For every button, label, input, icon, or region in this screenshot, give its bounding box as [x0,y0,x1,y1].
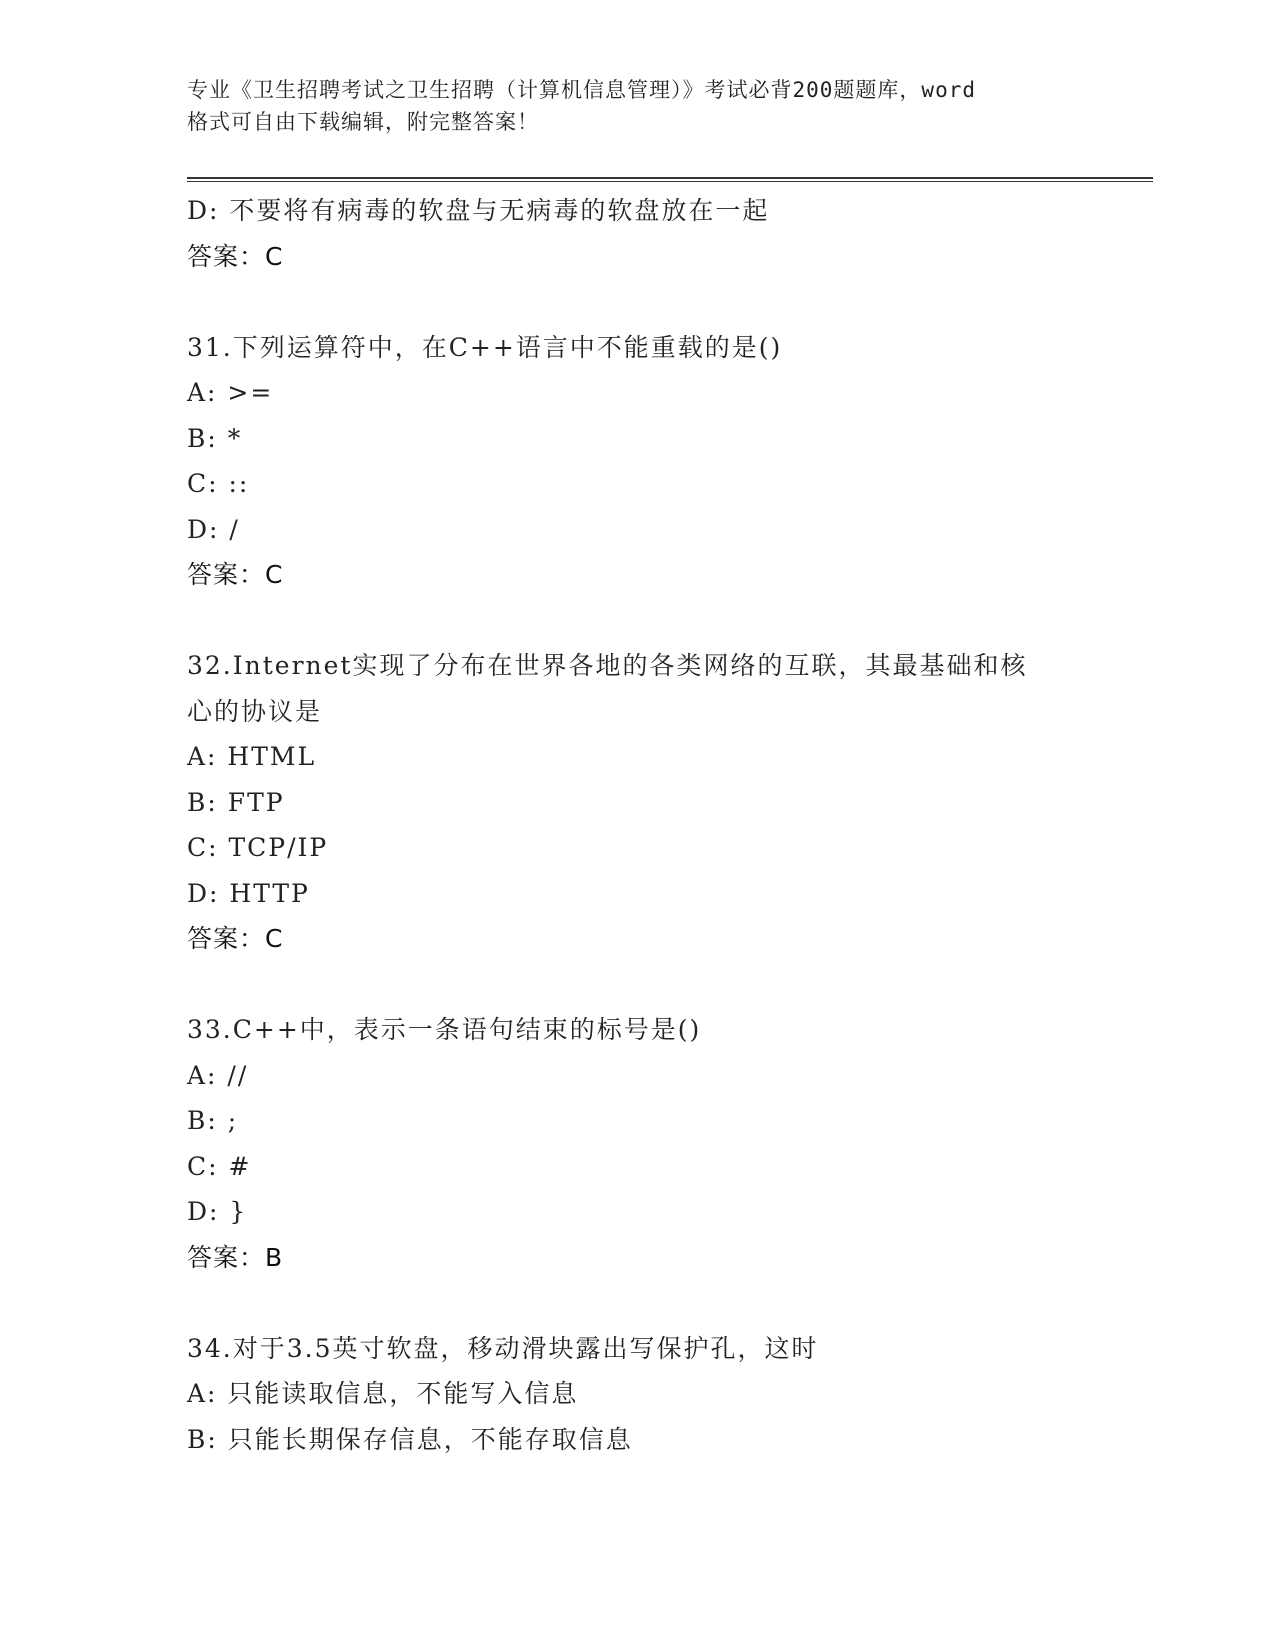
question-31-option-b: B: * [187,423,243,453]
question-31-option-a: A: >= [187,378,274,407]
question-33-answer: 答案：B [187,1242,284,1272]
header-title-line-2: 格式可自由下载编辑，附完整答案！ [187,110,539,134]
document-header [187,74,1087,138]
spacer [187,962,1087,1008]
question-32-answer: 答案：C [187,924,284,953]
question-31-stem: 31.下列运算符中，在C++语言中不能重载的是() [187,332,783,362]
question-34-option-a: A: 只能读取信息，不能写入信息 [187,1379,579,1408]
header-divider-thick [187,177,1153,179]
spacer [187,1280,1087,1326]
question-34-stem: 34.对于3.5英寸软盘，移动滑块露出写保护孔，这时 [187,1333,819,1363]
question-31-option-c: C: :: [187,469,250,498]
spacer [187,279,1087,325]
question-32-stem-line-2: 心的协议是 [187,696,323,726]
question-31-option-d: D: / [187,514,240,544]
spacer [187,598,1087,644]
prev-answer: 答案：C [187,241,284,271]
header-divider-thin [187,181,1153,182]
question-33-option-a: A: // [187,1060,249,1090]
header-title-line-1: 专业《卫生招聘考试之卫生招聘（计算机信息管理）》考试必背200题题库，word [187,78,976,102]
question-33-option-b: B: ; [187,1106,239,1135]
question-33-option-c: C: # [187,1151,252,1181]
question-32-option-b: B: FTP [187,787,285,817]
prev-option-d: D: 不要将有病毒的软盘与无病毒的软盘放在一起 [187,196,770,225]
question-32-option-a: A: HTML [187,742,317,771]
question-33-stem: 33.C++中，表示一条语句结束的标号是() [187,1015,702,1044]
question-list [187,188,1087,1462]
question-32-option-c: C: TCP/IP [187,833,329,862]
question-34-option-b: B: 只能长期保存信息，不能存取信息 [187,1424,633,1454]
question-33-option-d: D: } [187,1197,248,1226]
question-32-stem-line-1: 32.Internet实现了分布在世界各地的各类网络的互联，其最基础和核 [187,651,1028,680]
question-32-option-d: D: HTTP [187,878,310,908]
question-31-answer: 答案：C [187,560,284,589]
